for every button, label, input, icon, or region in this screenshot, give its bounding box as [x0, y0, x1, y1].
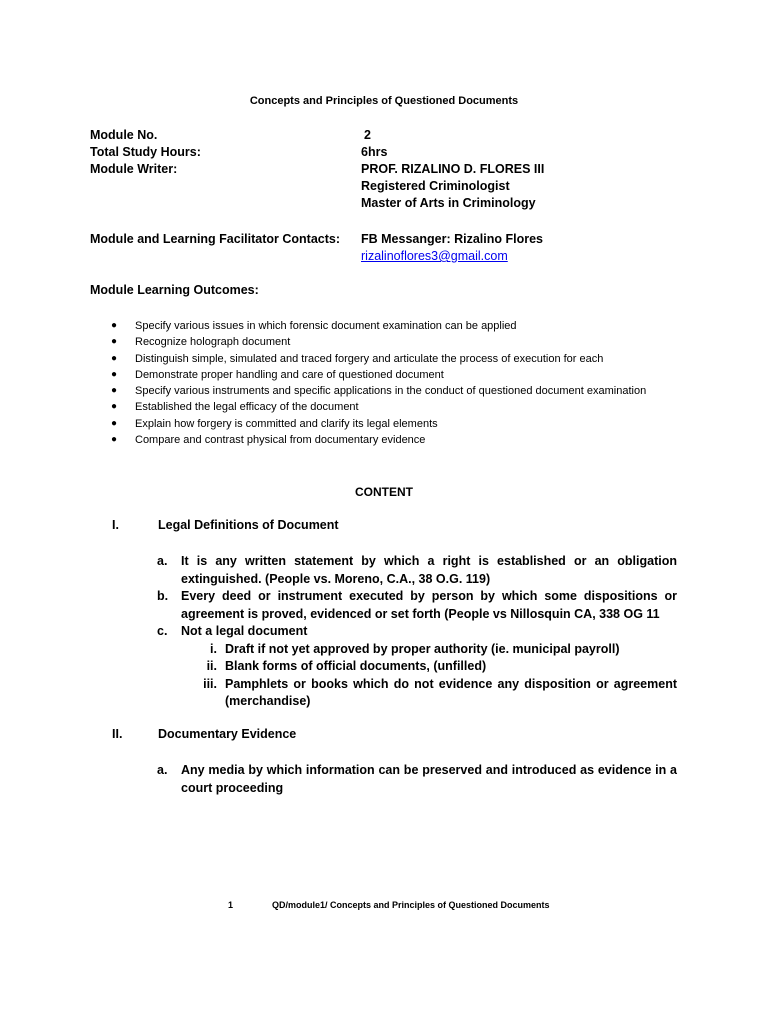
list-item	[157, 623, 677, 641]
sub-list-item	[157, 641, 677, 659]
item-text: It is any written statement by which a right is established or an obligation extinguished. (People vs. Moreno, C.A., 38 O.G. 119)	[181, 554, 677, 586]
bullet-icon: ●	[111, 434, 118, 446]
list-item: ● Established the legal efficacy of the document	[108, 399, 646, 415]
sub-item-marker: ii.	[206, 659, 217, 673]
item-text: Every deed or instrument executed by person by which some dispositions or agreement is proved, evidenced or set forth (People vs Nillosquin CA, 338 OG 11	[181, 589, 677, 621]
list-item: ● Recognize holograph document	[108, 334, 646, 350]
content-heading: CONTENT	[355, 485, 413, 499]
list-item	[157, 762, 677, 797]
learning-outcomes-heading: Module Learning Outcomes:	[90, 283, 259, 297]
page-number: 1	[228, 900, 234, 910]
list-item: ● Demonstrate proper handling and care of questioned document	[108, 367, 646, 383]
learning-outcomes-list	[108, 318, 646, 448]
email-link[interactable]: rizalinoflores3@gmail.com	[361, 249, 508, 263]
section-number: I.	[112, 518, 119, 532]
item-marker: b.	[157, 589, 169, 603]
sub-item-text: Pamphlets or books which do not evidence any disposition or agreement (merchandise)	[225, 676, 677, 708]
study-hours-value: 6hrs	[361, 145, 388, 159]
bullet-icon: ●	[111, 368, 118, 380]
study-hours-label: Total Study Hours:	[90, 145, 201, 159]
list-item: ● Compare and contrast physical from documentary evidence	[108, 432, 646, 448]
sub-list-item	[157, 676, 677, 711]
sub-item-marker: iii.	[203, 676, 217, 691]
bullet-icon: ●	[111, 352, 118, 364]
writer-name: PROF. RIZALINO D. FLORES III	[361, 162, 545, 176]
section-2-items	[157, 762, 677, 797]
item-text: Not a legal document	[181, 624, 308, 638]
writer-title-1: Registered Criminologist	[361, 179, 510, 193]
list-item: ● Specify various issues in which forensic document examination can be applied	[108, 318, 646, 334]
writer-title-2: Master of Arts in Criminology	[361, 196, 536, 210]
list-item: ● Distinguish simple, simulated and traced forgery and articulate the process of execution for each	[108, 351, 646, 367]
writer-label: Module Writer:	[90, 162, 178, 176]
item-marker: c.	[157, 624, 168, 638]
footer-text: QD/module1/ Concepts and Principles of Questioned Documents	[272, 900, 550, 910]
section-number: II.	[112, 727, 123, 741]
document-title: Concepts and Principles of Questioned Documents	[249, 95, 519, 107]
list-item: ● Explain how forgery is committed and clarify its legal elements	[108, 416, 646, 432]
list-item	[157, 588, 677, 623]
sub-list-item	[157, 658, 677, 676]
sub-item-text: Draft if not yet approved by proper authority (ie. municipal payroll)	[225, 641, 620, 656]
bullet-icon: ●	[111, 385, 118, 397]
module-no-value: 2	[364, 128, 371, 142]
bullet-icon: ●	[111, 417, 118, 429]
item-text: Any media by which information can be preserved and introduced as evidence in a court proceeding	[181, 763, 677, 795]
bullet-icon: ●	[111, 320, 118, 331]
contacts-fb: FB Messanger: Rizalino Flores	[361, 232, 543, 246]
list-item	[157, 553, 677, 588]
module-no-label: Module No.	[90, 128, 158, 142]
sub-item-text: Blank forms of official documents, (unfilled)	[225, 659, 487, 673]
item-marker: a.	[157, 763, 168, 777]
item-marker: a.	[157, 554, 168, 568]
bullet-icon: ●	[111, 336, 118, 348]
bullet-icon: ●	[111, 401, 118, 413]
list-item: ● Specify various instruments and specific applications in the conduct of questioned document examination	[108, 383, 646, 399]
sub-item-marker: i.	[210, 641, 217, 656]
contacts-label: Module and Learning Facilitator Contacts:	[90, 232, 341, 246]
section-title: Documentary Evidence	[158, 727, 297, 741]
section-1-items	[157, 553, 677, 711]
section-title: Legal Definitions of Document	[158, 518, 339, 532]
